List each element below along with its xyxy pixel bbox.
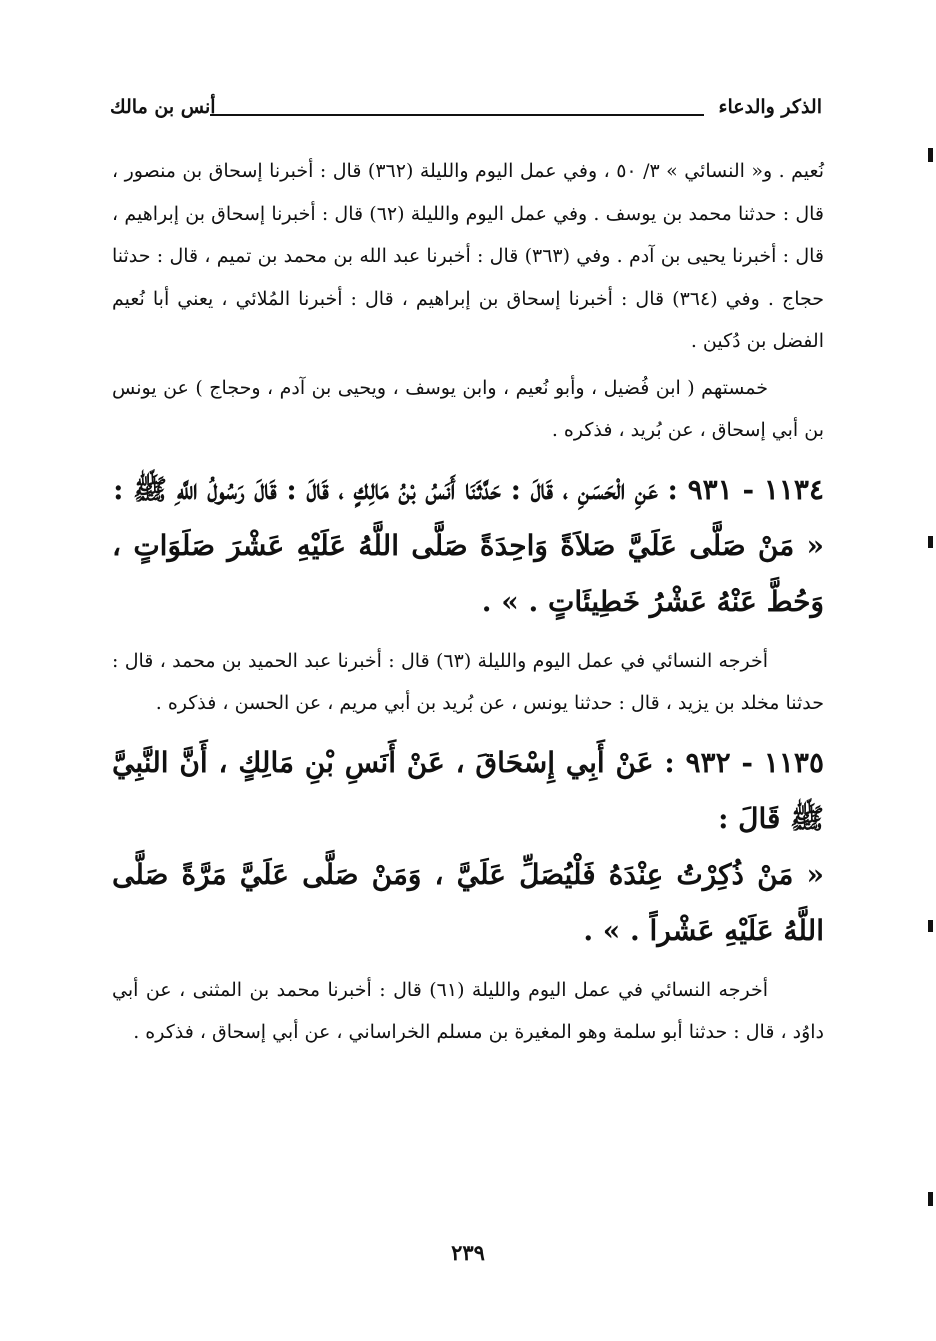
- margin-mark: [928, 148, 933, 162]
- page-number: ٢٣٩: [451, 1240, 485, 1265]
- hadith-1135-isnad: ١١٣٥ - ٩٣٢ : عَنْ أَبِي إِسْحَاقَ ، عَنْ أَنَسِ بْنِ مَالِكٍ ، أَنَّ النَّبِيَّ ﷺ قَالَ :: [112, 745, 824, 835]
- header-chapter-title: الذكر والدعاء: [718, 96, 822, 118]
- page-body: [112, 150, 824, 1054]
- header-rule: [210, 114, 704, 116]
- hadith-1135-takhrij: أخرجه النسائي في عمل اليوم والليلة (٦١) قال : أخبرنا محمد بن المثنى ، عن أبي داوُد ، قال : حدثنا أبو سلمة وهو المغيرة بن مسلم الخراساني ، عن أبي إسحاق ، فذكره .: [112, 978, 824, 1043]
- running-header: [110, 96, 822, 126]
- hadith-1134-matn: « مَنْ صَلَّى عَلَيَّ صَلاَةً وَاحِدَةً صَلَّى اللَّهُ عَلَيْهِ عَشْرَ صَلَوَاتٍ ، وَحُطَّ عَنْهُ عَشْرُ خَطِيئَاتٍ . » .: [112, 528, 824, 618]
- margin-mark: [928, 536, 933, 548]
- hadith-1134-isnad: ١١٣٤ - ٩٣١ : عَنِ الْحَسَنِ ، قَالَ : حَدَّثَنَا أَنَسُ بْنُ مَالِكٍ ، قَالَ : قَالَ رَسُولُ اللَّهِ ﷺ :: [113, 472, 824, 506]
- hadith-1135-matn: « مَنْ ذُكِرْتُ عِنْدَهُ فَلْيُصَلِّ عَلَيَّ ، وَمَنْ صَلَّى عَلَيَّ مَرَّةً صَلَّى اللَّهُ عَلَيْهِ عَشْراً . » .: [112, 857, 824, 947]
- narrators-summary-paragraph: خمستهم ( ابن فُضيل ، وأبو نُعيم ، وابن يوسف ، ويحيى بن آدم ، وحجاج ) عن يونس بن أبي إسحاق ، عن بُريد ، فذكره .: [112, 376, 824, 441]
- header-section-title: أنس بن مالك: [110, 96, 216, 118]
- margin-mark: [928, 920, 933, 932]
- footnote-paragraph-continued: نُعيم . و« النسائي » ٣/ ٥٠ ، وفي عمل اليوم والليلة (٣٦٢) قال : أخبرنا إسحاق بن منصور ، قال : حدثنا محمد بن يوسف . وفي عمل اليوم والليلة (٦٢) قال : أخبرنا إسحاق بن إبراهيم ، قال : أخبرنا يحيى بن آدم . وفي (٣٦٣) قال : أخبرنا عبد الله بن محمد بن تميم ، قال : حدثنا حجاج . وفي (٣٦٤) قال : أخبرنا إسحاق بن إبراهيم ، قال : أخبرنا المُلائي ، يعني أبا نُعيم الفضل بن دُكين .: [112, 160, 825, 352]
- hadith-1134-takhrij: أخرجه النسائي في عمل اليوم والليلة (٦٣) قال : أخبرنا عبد الحميد بن محمد ، قال : حدثنا مخلد بن يزيد ، قال : حدثنا يونس ، عن بُريد بن أبي مريم ، عن الحسن ، فذكره .: [112, 649, 824, 714]
- margin-mark: [928, 1192, 933, 1206]
